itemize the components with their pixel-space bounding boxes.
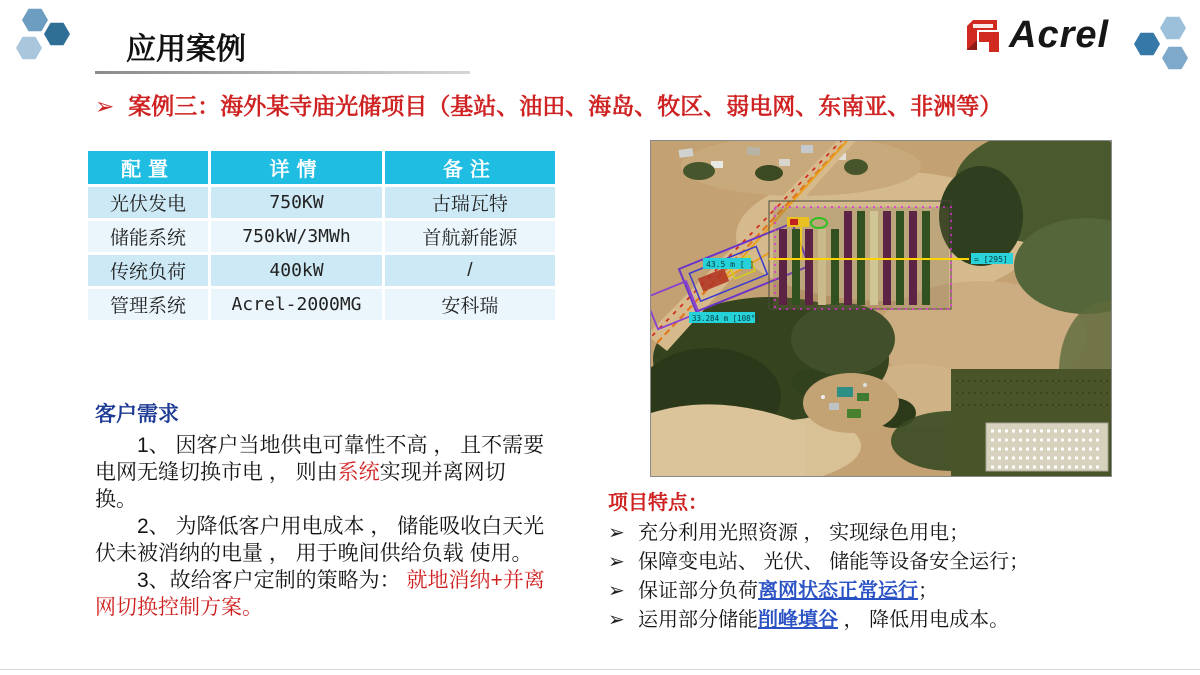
feature-item (608, 519, 1168, 548)
table-row (88, 255, 555, 286)
feature-item (608, 548, 1168, 577)
map-label: = [295] (974, 255, 1008, 264)
text-segment: 3、故给客户定制的策略为： (137, 569, 407, 592)
footer-divider (0, 669, 1200, 670)
text-segment: 2、 为降低客户用电成本 ， 储能吸收白天光伏未被消纳的电量 ， 用于晚间供给负载 使用。 (95, 515, 545, 565)
config-table-head (88, 151, 555, 184)
table-cell: 750kW/3MWh (211, 221, 382, 252)
table-row (88, 187, 555, 218)
satellite-photo-graphic (651, 141, 1111, 476)
text-segment: 就地消纳+并离网切换控制方案。 (95, 569, 545, 619)
table-cell: / (385, 255, 555, 286)
paragraph (95, 513, 547, 567)
hexagon-cluster-left-icon (14, 8, 72, 64)
map-label: 33.284 m [108°] (692, 314, 760, 323)
text-segment: 实现并离网切换。 (95, 461, 506, 511)
arrow-bullet-icon: ➢ (608, 609, 625, 631)
project-features-section (608, 486, 1168, 635)
table-cell: 传统负荷 (88, 255, 208, 286)
acrel-logo-icon (963, 16, 1003, 56)
arrow-bullet-icon: ➢ (95, 93, 115, 119)
hexagon-icon (44, 22, 70, 46)
paragraph (95, 567, 547, 621)
table-cell: 安科瑞 (385, 289, 555, 320)
config-table (85, 148, 558, 323)
feature-text (638, 519, 969, 548)
case-heading (95, 88, 1115, 121)
feature-item (608, 577, 1168, 606)
table-cell: 古瑞瓦特 (385, 187, 555, 218)
text-segment: 削峰填谷 (758, 609, 838, 631)
text-segment: 充分利用光照资源 ， 实现绿色用电； (638, 522, 970, 544)
hexagon-icon (22, 8, 48, 32)
feature-text (638, 548, 1029, 577)
satellite-photo (650, 140, 1112, 477)
text-segment: 离网状态正常运行 (758, 580, 918, 602)
project-features-list (608, 519, 1168, 635)
table-header-cell: 详情 (211, 151, 382, 184)
text-segment: 系统 (337, 461, 380, 484)
brand-text: Acrel (1009, 14, 1110, 56)
hexagon-cluster-right-icon (1132, 16, 1194, 74)
table-cell: 光伏发电 (88, 187, 208, 218)
table-cell: 750KW (211, 187, 382, 218)
feature-text (638, 606, 1009, 635)
table-row (88, 289, 555, 320)
text-segment: 1、 因客户当地供电可靠性不高 ， 且不需要电网无缝切换市电 ， 则由 (95, 434, 545, 484)
table-cell: 管理系统 (88, 289, 208, 320)
table-cell: 储能系统 (88, 221, 208, 252)
text-segment: ； (918, 580, 938, 602)
text-segment: 运用部分储能 (638, 609, 758, 631)
customer-needs-paragraphs (95, 432, 547, 621)
config-table-body (88, 187, 555, 320)
hexagon-icon (16, 36, 42, 60)
text-segment: 保障变电站、 光伏、 储能等设备安全运行； (638, 551, 1030, 573)
customer-needs-title: 客户需求 (95, 403, 179, 426)
solar-array (769, 207, 969, 309)
feature-item (608, 606, 1168, 635)
hexagon-icon (1134, 32, 1160, 56)
page-title: 应用案例 (126, 33, 246, 66)
table-cell: 首航新能源 (385, 221, 555, 252)
orchard-field (951, 369, 1111, 476)
paragraph (95, 432, 547, 513)
arrow-bullet-icon: ➢ (608, 580, 625, 602)
table-header-cell: 备注 (385, 151, 555, 184)
compound (803, 373, 899, 433)
table-cell: Acrel-2000MG (211, 289, 382, 320)
map-label: 43.5 m [ ] (706, 260, 755, 269)
title-underline (95, 71, 470, 74)
arrow-bullet-icon: ➢ (608, 522, 625, 544)
feature-text (638, 577, 938, 606)
customer-needs-section (95, 398, 547, 621)
project-features-title: 项目特点： (608, 492, 708, 514)
table-cell: 400kW (211, 255, 382, 286)
case-heading-text: 案例三：海外某寺庙光储项目（基站、油田、海岛、牧区、弱电网、东南亚、非洲等） (128, 93, 1003, 119)
hexagon-icon (1162, 46, 1188, 70)
table-header-cell: 配置 (88, 151, 208, 184)
arrow-bullet-icon: ➢ (608, 551, 625, 573)
brand-logo (963, 14, 1109, 57)
table-row (88, 221, 555, 252)
text-segment: ， 降低用电成本。 (838, 609, 1010, 631)
hexagon-icon (1160, 16, 1186, 40)
text-segment: 保证部分负荷 (638, 580, 758, 602)
